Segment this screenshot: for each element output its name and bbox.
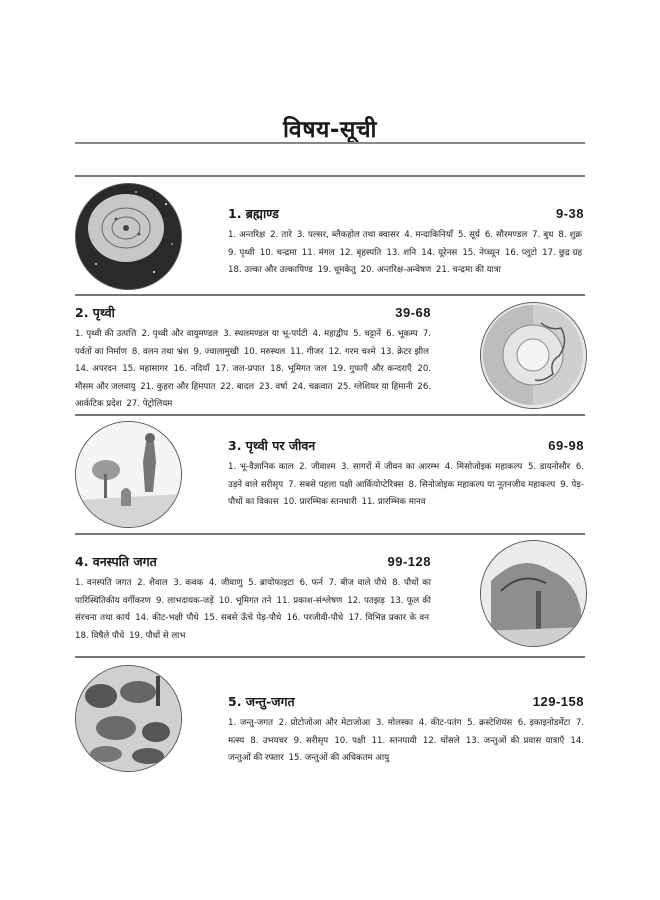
topic-item[interactable]: 13. शनि xyxy=(386,247,417,258)
topic-item[interactable]: 14. अपरदन xyxy=(75,364,117,374)
topic-item[interactable]: 18. उल्का और उल्कापिण्ड xyxy=(228,265,313,275)
topic-item[interactable]: 19. धूमकेतु xyxy=(317,265,356,275)
topic-item[interactable]: 8. उभयचर xyxy=(250,735,288,746)
topic-item[interactable]: 4. कीट-पतंग xyxy=(418,718,462,728)
topic-item[interactable]: 23. वर्षा xyxy=(258,381,288,392)
topic-item[interactable]: 20. अन्तरिक्ष-अन्वेषण xyxy=(360,265,432,275)
topic-item[interactable]: 2. प्रोटोजोआ और मेटाजोआ xyxy=(278,718,371,728)
topic-item[interactable]: 6. इकाइनोडर्मेटा xyxy=(517,718,571,728)
topic-item[interactable]: 6. भूकम्प xyxy=(386,329,418,339)
contents-section-universe xyxy=(228,205,584,280)
topic-item[interactable]: 7. बीज वाले पौधे xyxy=(328,578,387,588)
section-divider xyxy=(75,414,585,416)
section-divider xyxy=(75,175,585,177)
topic-item[interactable]: 16. परजीवी-पौधे xyxy=(286,613,344,623)
topic-item[interactable]: 11. गीजर xyxy=(290,346,324,357)
topic-item[interactable]: 5. डायनोसौर xyxy=(527,462,571,472)
topic-item[interactable]: 3. पल्सर, ब्लैकहोल तथा क्वासर xyxy=(296,230,400,240)
topic-item[interactable]: 1. वनस्पति जगत xyxy=(75,578,132,588)
section-page-range: 99-128 xyxy=(387,554,431,569)
section-topic-list xyxy=(228,715,584,768)
topic-item[interactable]: 12. बृहस्पति xyxy=(339,247,382,258)
topic-item[interactable]: 25. ग्लेशियर या हिमानी xyxy=(337,381,413,392)
topic-item[interactable]: 3. सागरों में जीवन का आरम्भ xyxy=(341,462,440,472)
section-heading[interactable]: 3. पृथ्वी पर जीवन xyxy=(228,438,316,453)
topic-item[interactable]: 10. प्रारम्भिक स्तनधारी xyxy=(283,497,357,507)
topic-item[interactable]: 3. मोलस्का xyxy=(375,718,414,728)
topic-item[interactable]: 14. कीट-भक्षी पौधे xyxy=(135,613,199,623)
section-topic-list xyxy=(228,227,584,280)
topic-item[interactable]: 17. विभिन्न प्रकार के वन xyxy=(348,613,429,623)
topic-item[interactable]: 1. भू-वैज्ञानिक काल xyxy=(228,462,294,472)
topic-item[interactable]: 13. जन्तुओं की प्रवास यात्राएँ xyxy=(465,735,565,746)
topic-item[interactable]: 17. छुद्र ग्रह xyxy=(542,247,583,258)
section-page-range: 39-68 xyxy=(395,305,431,320)
topic-item[interactable]: 12. पतझड़ xyxy=(347,595,385,606)
topic-item[interactable]: 20. मौसम और जलवायु xyxy=(75,364,432,392)
forest-trees-illustration xyxy=(480,540,587,647)
topic-item[interactable]: 18. भूमिगत जल xyxy=(270,364,327,374)
topic-item[interactable]: 10. चन्द्रमा xyxy=(259,247,297,258)
topic-item[interactable]: 12. घोंसले xyxy=(422,735,460,746)
topic-item[interactable]: 5. सूर्य xyxy=(457,230,480,240)
topic-item[interactable]: 8. पौधों का पारिस्थितिकीय वर्गीकरण xyxy=(75,578,432,606)
topic-item[interactable]: 19. गुफाएँ और कन्दराएँ xyxy=(332,364,412,374)
topic-item[interactable]: 18. विषैले पौधे xyxy=(75,630,125,641)
topic-item[interactable]: 3. स्थलमण्डल या भू-पर्पटी xyxy=(223,329,308,339)
topic-item[interactable]: 11. प्रकाश-संश्लेषण xyxy=(276,595,343,606)
section-heading[interactable]: 1. ब्रह्माण्ड xyxy=(228,206,279,221)
topic-item[interactable]: 9. पेड़-पौधों का विकास xyxy=(228,479,585,507)
section-page-range: 9-38 xyxy=(555,206,584,221)
topic-item[interactable]: 13. फूल की संरचना तथा कार्य xyxy=(75,595,432,623)
section-divider xyxy=(75,294,585,296)
section-topic-list xyxy=(75,575,431,645)
topic-item[interactable]: 19. पौधों से लाभ xyxy=(129,630,186,641)
topic-item[interactable]: 11. मंगल xyxy=(301,247,335,258)
topic-item[interactable]: 10. मरुस्थल xyxy=(243,346,286,357)
topic-item[interactable]: 13. क्रेटर झील xyxy=(380,346,429,357)
topic-item[interactable]: 16. नदियाँ xyxy=(173,364,210,374)
topic-item[interactable]: 4. जीवाणु xyxy=(208,578,243,588)
topic-item[interactable]: 5. ब्रायोफाइटा xyxy=(248,578,294,588)
topic-item[interactable]: 4. मिसोजोइक महाकल्प xyxy=(444,462,523,472)
section-divider xyxy=(75,656,585,658)
topic-item[interactable]: 6. उड़ने वाले सरीसृप xyxy=(228,462,585,490)
topic-item[interactable]: 4. मन्दाकिनियाँ xyxy=(404,230,454,240)
topic-item[interactable]: 8. वलन तथा भ्रंश xyxy=(131,346,189,357)
topic-item[interactable]: 14. यूरेनस xyxy=(421,247,458,258)
topic-item[interactable]: 9. पृथ्वी xyxy=(228,247,255,258)
early-humans-illustration xyxy=(75,421,182,528)
topic-item[interactable]: 15. सबसे ऊँचे पेड़-पौधे xyxy=(203,613,282,623)
topic-item[interactable]: 27. पेट्रोलियम xyxy=(126,399,173,409)
topic-item[interactable]: 12. गरम चश्मे xyxy=(328,346,376,357)
topic-item[interactable]: 2. तारे xyxy=(270,230,292,240)
contents-section-plant-kingdom xyxy=(75,553,431,645)
contents-section-life-on-earth xyxy=(228,437,584,512)
contents-section-earth xyxy=(75,304,431,414)
topic-item[interactable]: 10. पक्षी xyxy=(334,735,366,746)
topic-item[interactable]: 7. सबसे पहला पक्षी आर्कियोप्टेरिक्स xyxy=(288,479,404,490)
topic-item[interactable]: 9. लाभदायक-जड़ें xyxy=(155,595,214,606)
topic-item[interactable]: 15. नेप्च्यून xyxy=(462,247,500,258)
topic-item[interactable]: 1. जन्तु-जगत xyxy=(228,718,273,728)
topic-item[interactable]: 7. मत्स्य xyxy=(228,718,585,746)
topic-item[interactable]: 6. सौरमण्डल xyxy=(484,230,528,240)
section-page-range: 69-98 xyxy=(548,438,584,453)
topic-item[interactable]: 7. बुध xyxy=(532,230,554,240)
topic-item[interactable]: 22. बादल xyxy=(220,381,255,392)
topic-item[interactable]: 2. पृथ्वी और वायुमण्डल xyxy=(141,329,219,339)
topic-item[interactable]: 17. जल-प्रपात xyxy=(215,364,265,374)
topic-item[interactable]: 15. जन्तुओं की अधिकतम आयु xyxy=(288,753,390,763)
section-heading[interactable]: 5. जन्तु-जगत xyxy=(228,694,295,709)
topic-item[interactable]: 7. पर्वतों का निर्माण xyxy=(75,329,432,357)
section-divider xyxy=(75,533,585,535)
topic-item[interactable]: 5. चट्टानें xyxy=(353,329,382,339)
topic-item[interactable]: 21. चन्द्रमा की यात्रा xyxy=(435,265,501,275)
space-planet-illustration xyxy=(75,183,182,290)
contents-section-animal-kingdom xyxy=(228,693,584,768)
topic-item[interactable]: 8. सिनोजोइक महाकल्प या नूतनजीव महाकल्प xyxy=(408,479,556,490)
topic-item[interactable]: 8. शुक्र xyxy=(558,230,583,240)
topic-item[interactable]: 2. जीवाश्म xyxy=(299,462,336,472)
topic-item[interactable]: 4. महाद्वीप xyxy=(312,329,348,339)
topic-item[interactable]: 24. चक्रवात xyxy=(292,381,333,392)
topic-item[interactable]: 15. महासागर xyxy=(122,364,168,374)
topic-item[interactable]: 26. आर्कटिक प्रदेश xyxy=(75,381,432,409)
section-topic-list xyxy=(228,459,584,512)
animal-herd-illustration xyxy=(75,665,182,772)
topic-item[interactable]: 5. क्रस्टेशियंस xyxy=(467,718,513,728)
topic-item[interactable]: 9. ज्वालामुखी xyxy=(193,346,239,357)
section-topic-list xyxy=(75,326,431,414)
section-heading[interactable]: 4. वनस्पति जगत xyxy=(75,554,157,569)
topic-item[interactable]: 6. फर्न xyxy=(299,578,323,588)
section-heading[interactable]: 2. पृथ्वी xyxy=(75,305,115,320)
title-divider xyxy=(75,142,585,144)
topic-item[interactable]: 11. प्रारम्भिक मानव xyxy=(361,497,426,507)
topic-item[interactable]: 1. पृथ्वी की उत्पत्ति xyxy=(75,329,137,339)
topic-item[interactable]: 2. शैवाल xyxy=(137,578,168,588)
topic-item[interactable]: 21. कुहरा और हिमपात xyxy=(140,381,216,392)
topic-item[interactable]: 10. भूमिगत तने xyxy=(218,595,272,606)
topic-item[interactable]: 3. कवक xyxy=(173,578,204,588)
section-page-range: 129-158 xyxy=(532,694,584,709)
topic-item[interactable]: 16. प्लूटो xyxy=(504,247,537,258)
topic-item[interactable]: 14. जन्तुओं की रफ्तार xyxy=(228,735,585,763)
earth-cross-section-illustration xyxy=(480,302,587,409)
topic-item[interactable]: 9. सरीसृप xyxy=(293,735,329,746)
topic-item[interactable]: 11. स्तनपायी xyxy=(371,735,417,746)
topic-item[interactable]: 1. अन्तरिक्ष xyxy=(228,230,266,240)
page-title: विषय-सूची xyxy=(282,117,378,143)
